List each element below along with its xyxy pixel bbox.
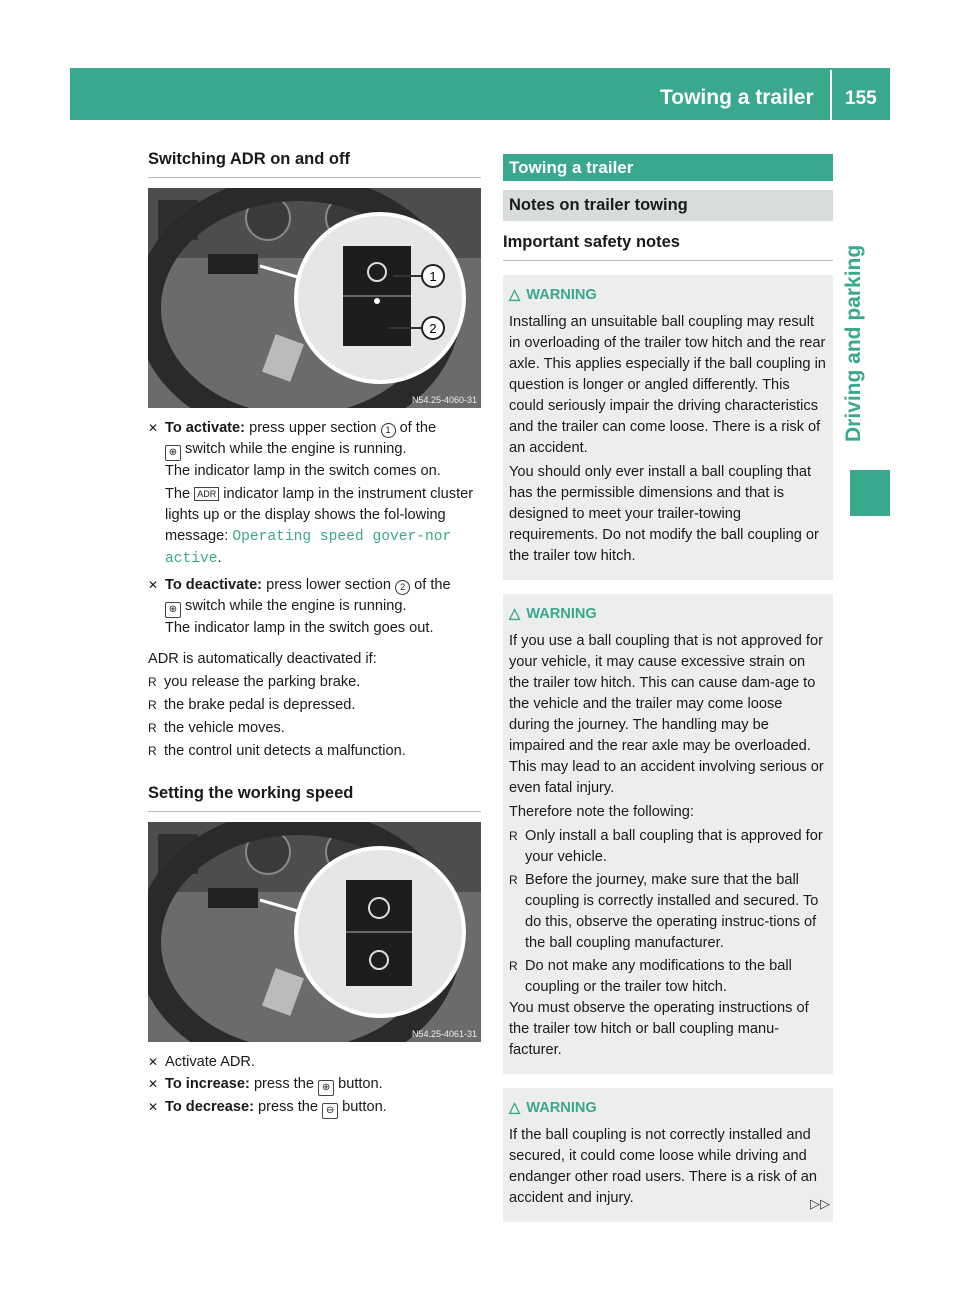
svg-text:2: 2 — [429, 321, 437, 336]
step-arrow-icon: ✕ — [148, 1100, 159, 1114]
heading-safety-notes: Important safety notes — [503, 233, 833, 261]
page-title: Towing a trailer — [660, 86, 814, 109]
warning-triangle-icon: △ — [509, 606, 521, 622]
section-title-adr: Switching ADR on and off — [148, 150, 481, 178]
list-item: R Only install a ball coupling that is approved for your vehicle. — [509, 828, 823, 865]
list-item: R the vehicle moves. — [148, 720, 285, 736]
adr-indicator-icon: ADR — [194, 487, 219, 501]
chapter-tab-marker — [850, 470, 890, 516]
step-deactivate: ✕ To deactivate: press lower section 2 of the ⊕ switch while the engine is running. The indicator lamp in the switch goes out. — [148, 577, 451, 636]
subsection-bar-notes: Notes on trailer towing — [503, 190, 833, 221]
warning-text: You must observe the operating instructions of the trailer tow hitch or ball coupling manu-facturer. — [509, 1000, 809, 1058]
adr-switch-photo — [148, 188, 481, 408]
step-activate-adr: ✕ Activate ADR. — [148, 1052, 481, 1073]
warning-text: Installing an unsuitable ball coupling may result in overloading of the trailer tow hitch and the rear axle. This applies especially if the ball coupling in question is longer or angled differently. This could seriously impair the driving characteristics and the trailer can come loose. There is a risk of an accident. — [509, 314, 826, 456]
warning-triangle-icon: △ — [509, 1100, 521, 1116]
list-item: R Do not make any modifications to the ball coupling or the trailer tow hitch. — [509, 958, 792, 995]
warning-text: If the ball coupling is not correctly installed and secured, it could come loose while driving and endanger other road users. There is a risk of an accident and injury. — [509, 1127, 817, 1206]
step-increase: ✕ To increase: press the ⊕ button. — [148, 1074, 481, 1096]
list-item: R Before the journey, make sure that the ball coupling is correctly installed and secured. To do this, observe the operating instruc-tions of the ball coupling manufacturer. — [509, 872, 819, 951]
section-title-working-speed: Setting the working speed — [148, 784, 481, 812]
steering-wheel-illustration-2 — [148, 822, 481, 1042]
increase-button-icon: ⊕ — [318, 1080, 334, 1096]
section-bar-towing: Towing a trailer — [503, 154, 833, 181]
display-message: Operating speed gover‐nor active — [165, 529, 452, 567]
number-2-icon: 2 — [395, 580, 410, 595]
warning-box-1 — [503, 275, 833, 580]
header-divider — [830, 70, 832, 120]
warning-box-2 — [503, 594, 833, 1074]
svg-text:1: 1 — [429, 269, 437, 284]
left-column — [148, 150, 481, 1119]
working-speed-photo — [148, 822, 481, 1042]
step-activate: ✕ To activate: press upper section 1 of the ⊕ switch while the engine is running. The indicator lamp in the switch comes on. The ADR indicator lamp in the instrument cluster lights up or the display shows the fol-lowing message: Operating speed gover‐nor active. — [148, 420, 474, 567]
adr-increase-icon: ⊕ — [165, 602, 181, 618]
auto-off-intro: ADR is automatically deactivated if: — [148, 651, 377, 667]
step-decrease: ✕ To decrease: press the ⊖ button. — [148, 1097, 481, 1119]
list-item: R the brake pedal is depressed. — [148, 697, 356, 713]
warning-heading: △ WARNING — [509, 287, 597, 303]
list-item: R the control unit detects a malfunction. — [148, 743, 406, 759]
warning-heading: △ WARNING — [509, 1100, 597, 1116]
warning-box-3 — [503, 1088, 833, 1222]
page-number: 155 — [845, 88, 877, 109]
warning-heading: △ WARNING — [509, 606, 597, 622]
warning-text: Therefore note the following: — [509, 804, 694, 820]
warning-text: If you use a ball coupling that is not approved for your vehicle, it may cause excessive strain on the trailer tow hitch. This can cause dam-age to the vehicle and the trailer may come loose during the journey. The handling may be impaired and the rear axle may be overloaded. This may lead to an accident involving serious or even fatal injury. — [509, 633, 824, 796]
right-column — [503, 154, 833, 1222]
step-arrow-icon: ✕ — [148, 578, 159, 592]
steering-wheel-illustration — [148, 188, 481, 408]
image-code: N54.25-4061-31 — [411, 1029, 477, 1039]
image-code: N54.25-4060-31 — [411, 395, 477, 405]
step-arrow-icon: ✕ — [148, 1077, 159, 1091]
adr-increase-icon: ⊕ — [165, 445, 181, 461]
warning-triangle-icon: △ — [509, 287, 521, 303]
warning-text: You should only ever install a ball coupling that has the permissible dimensions and that is designed to meet your trailer-towing requirements. Do not modify the ball coupling or the trailer tow hitch. — [509, 464, 819, 564]
chapter-tab-label: Driving and parking — [842, 244, 865, 442]
step-arrow-icon: ✕ — [148, 421, 159, 435]
continue-icon: ▷▷ — [810, 1196, 830, 1211]
number-1-icon: 1 — [381, 423, 396, 438]
list-item: R you release the parking brake. — [148, 674, 361, 690]
decrease-button-icon: ⊖ — [322, 1103, 338, 1119]
step-arrow-icon: ✕ — [148, 1055, 159, 1069]
